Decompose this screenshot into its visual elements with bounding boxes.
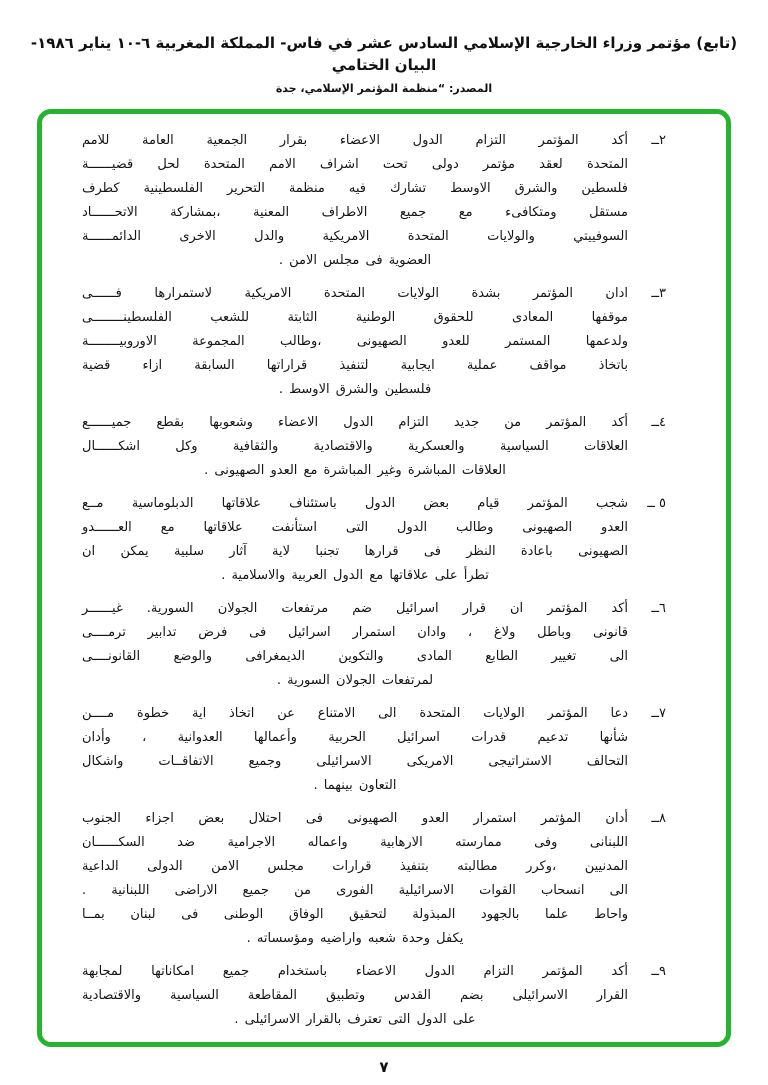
paragraph-line: موقفها المعادى للحقوق الوطنية الثابتة للشعب الفلسطينــــــــى (82, 310, 628, 325)
paragraph-line: دعا المؤتمر الولايات المتحدة الى الامتناع عن اتخاذ اية خطوة مــــن (82, 706, 628, 721)
paragraph-line: العضوية فى مجلس الامن . (278, 253, 432, 268)
item-text (82, 282, 628, 402)
item-text (82, 960, 628, 1032)
paragraph-line: التعاون بينهما . (313, 778, 397, 793)
paragraph-line: باتخاذ مواقف عملية ايجابية لتنفيذ قراراتها السابقة ازاء قضية (82, 358, 628, 373)
paragraph-line: أكد المؤتمر ان قرار اسرائيل ضم مرتفعات الجولان السورية. غيــــــر (82, 601, 628, 616)
paragraph-line: لمرتفعات الجولان السورية . (276, 673, 434, 688)
paragraph-line: اللبنانى وفى ممارسته الارهابية واعماله الاجرامية ضد السكــــــان (82, 835, 628, 850)
document-source: المصدر: “منظمة المؤتمر الإسلامي، جدة (275, 82, 493, 95)
item-number: ٤ــ (651, 415, 666, 430)
item-number: ٥ ــ (647, 496, 666, 511)
list-item (82, 702, 666, 798)
item-text (82, 807, 628, 951)
paragraph-line: يكفل وحدة شعبه واراضيه ومؤسساته . (246, 931, 464, 946)
item-text (82, 597, 628, 693)
paragraph-line: فلسطين والشرق الاوسط تشارك فيه منظمة التحرير الفلسطينية كطرف (82, 181, 628, 196)
paragraph-line: شجب المؤتمر قيام بعض الدول باستئناف علاقاتها الدبلوماسية مــع (82, 496, 628, 511)
content-box (37, 109, 731, 1047)
item-number: ٦ــ (651, 601, 666, 616)
item-number: ٢ــ (651, 133, 666, 148)
paragraph-line: العلاقات السياسية والعسكرية والاقتصادية والثقافية وكل اشكــــــال (82, 439, 628, 454)
item-text (82, 492, 628, 588)
paragraph-line: شأنها تدعيم قدرات اسرائيل الحربية وأعمالها العدوانية ، وأدان (82, 730, 628, 745)
page-number: ٧ (379, 1058, 389, 1076)
paragraph-line: المدنيين ،وكرر مطالبته بتنفيذ قرارات مجلس الامن الدولى الداعية (82, 859, 628, 874)
item-number: ٨ــ (651, 811, 666, 826)
paragraph-line: ادان المؤتمر بشدة الولايات المتحدة الامريكية لاستمرارها فــــــى (82, 286, 628, 301)
paragraph-line: فلسطين والشرق الاوسط . (278, 382, 432, 397)
list-item (82, 597, 666, 693)
paragraph-line: التحالف الاستراتيجى الامريكى الاسرائيلى وجميع الاتفاقــات واشكال (82, 754, 628, 769)
paragraph-line: تطرأ على علاقاتها مع الدول العربية والاسلامية . (221, 568, 489, 583)
paragraph-line: واحاط علما بالجهود المبذولة لتحقيق الوفاق الوطنى فى لبنان بمــا (82, 907, 628, 922)
list-item (82, 282, 666, 402)
paragraph-line: العدو الصهيونى وطالب الدول التى استأنفت علاقاتها مع العــــــدو (82, 520, 628, 535)
item-text (82, 411, 628, 483)
item-number: ٩ــ (651, 964, 666, 979)
paragraph-line: قانونى وباطل ولاغ ، وادان استمرار اسرائيل فى فرض تدابير ترمــــى (82, 625, 628, 640)
paragraph-line: القرار الاسرائيلى بضم القدس وتطبيق المقاطعة السياسية والاقتصادية (82, 988, 628, 1003)
document-header (0, 0, 768, 95)
items-list (82, 129, 666, 1032)
paragraph-line: أكد المؤتمر من جديد التزام الدول الاعضاء وشعوبها بقطع جميــــــع (82, 415, 628, 430)
paragraph-line: على الدول التى تعترف بالقرار الاسرائيلى . (234, 1012, 476, 1027)
paragraph-line: الى انسحاب القوات الاسرائيلية الفورى من جميع الاراضى اللبنانية . (82, 883, 628, 898)
list-item (82, 807, 666, 951)
list-item (82, 129, 666, 273)
item-number: ٣ــ (651, 286, 666, 301)
item-text (82, 129, 628, 273)
paragraph-line: الصهيونى باعادة النظر فى قرارها تجنبا لاية آثار سلبية يمكن ان (82, 544, 628, 559)
paragraph-line: مستقل ومتكافىء مع جميع الاطراف المعنية ،بمشاركة الاتحــــــاد (82, 205, 628, 220)
item-text (82, 702, 628, 798)
item-number: ٧ــ (651, 706, 666, 721)
list-item (82, 960, 666, 1032)
paragraph-line: ولدعمها المستمر للعدو الصهيونى ،وطالب المجموعة الاوروبيــــــــة (82, 334, 628, 349)
paragraph-line: أدان المؤتمر استمرار العدو الصهيونى فى احتلال بعض اجزاء الجنوب (82, 811, 628, 826)
paragraph-line: المتحدة لعقد مؤتمر دولى تحت اشراف الامم المتحدة لحل قضيــــــة (82, 157, 628, 172)
list-item (82, 411, 666, 483)
paragraph-line: العلاقات المباشرة وغير المباشرة مع العدو الصهيونى . (204, 463, 506, 478)
document-title: (تابع) مؤتمر وزراء الخارجية الإسلامي السادس عشر في فاس- المملكة المغربية ٦-١٠ يناير ١٩٨٦- البيان الختامي (30, 34, 738, 74)
paragraph-line: السوفييتي والولايات المتحدة الامريكية والدل الاخرى الدائمــــــة (82, 229, 628, 244)
paragraph-line: أكد المؤتمر التزام الدول الاعضاء بقرار الجمعية العامة للامم (82, 133, 628, 148)
paragraph-line: الى تغيير الطابع المادى والتكوين الديمغرافى والوضع القانونــــى (82, 649, 628, 664)
list-item (82, 492, 666, 588)
paragraph-line: أكد المؤتمر التزام الدول الاعضاء باستخدام جميع امكاناتها لمجابهة (82, 964, 628, 979)
